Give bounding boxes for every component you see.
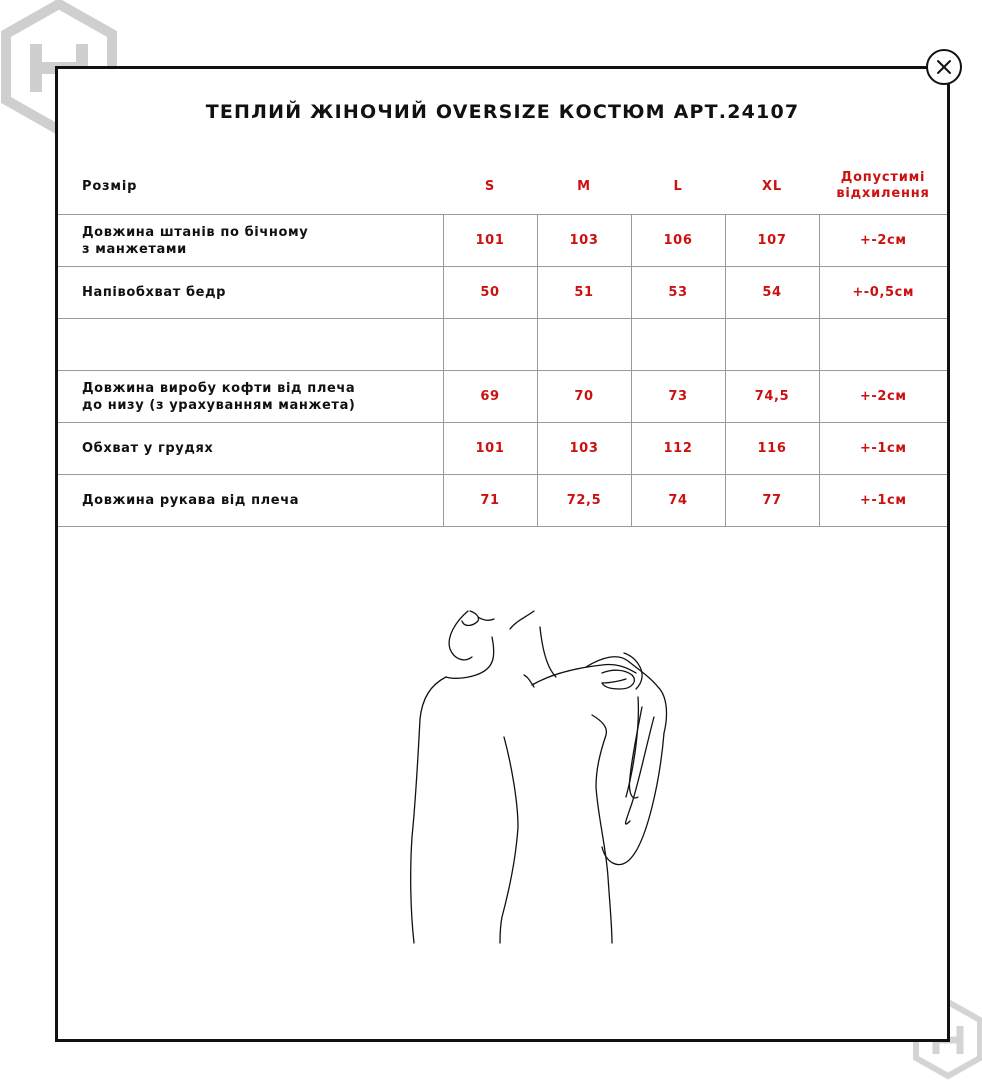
- table-cell: 77: [725, 475, 819, 527]
- table-cell: 116: [725, 423, 819, 475]
- header-tolerance-line: Допустимі: [840, 170, 926, 185]
- table-cell: 74,5: [725, 371, 819, 423]
- page-title: ТЕПЛИЙ ЖІНОЧИЙ OVERSIZE КОСТЮМ АРТ.24107: [205, 101, 800, 123]
- size-chart-modal: [55, 66, 950, 1042]
- tolerance-cell: +-2см: [819, 371, 947, 423]
- table-cell: 101: [443, 423, 537, 475]
- table-cell: 54: [725, 267, 819, 319]
- tolerance-cell: +-2см: [819, 215, 947, 267]
- row-label-line: Напівобхват бедр: [82, 285, 227, 300]
- tolerance-cell: +-1см: [819, 423, 947, 475]
- header-tolerance-line: відхилення: [836, 186, 930, 201]
- table-cell: 106: [631, 215, 725, 267]
- table-row: [58, 267, 947, 319]
- row-label-line: Довжина рукава від плеча: [82, 493, 300, 508]
- header-size: M: [537, 158, 631, 215]
- table-cell: [443, 319, 537, 371]
- header-size: L: [631, 158, 725, 215]
- tolerance-cell: [819, 319, 947, 371]
- header-tolerance: [819, 158, 947, 215]
- table-row: [58, 319, 947, 371]
- table-row: [58, 423, 947, 475]
- tolerance-cell: +-1см: [819, 475, 947, 527]
- table-cell: 103: [537, 423, 631, 475]
- row-label-line: Довжина виробу кофти від плеча: [82, 380, 356, 396]
- table-cell: 50: [443, 267, 537, 319]
- table-cell: 112: [631, 423, 725, 475]
- table-cell: 70: [537, 371, 631, 423]
- table-cell: [725, 319, 819, 371]
- table-cell: 101: [443, 215, 537, 267]
- row-label-line: з манжетами: [82, 241, 187, 257]
- close-icon: [935, 58, 953, 76]
- row-label: [58, 423, 443, 475]
- table-cell: 71: [443, 475, 537, 527]
- row-label-line: Довжина штанів по бічному: [82, 224, 309, 240]
- close-button[interactable]: [926, 49, 962, 85]
- table-cell: 74: [631, 475, 725, 527]
- header-size: XL: [725, 158, 819, 215]
- size-table: [58, 158, 947, 527]
- table-cell: 73: [631, 371, 725, 423]
- row-label-line: Обхват у грудях: [82, 441, 214, 456]
- row-label: [58, 319, 443, 371]
- header-param: Розмір: [58, 158, 443, 215]
- row-label: [58, 475, 443, 527]
- table-cell: [631, 319, 725, 371]
- table-cell: [537, 319, 631, 371]
- woman-line-art-icon: [406, 607, 696, 947]
- table-row: [58, 215, 947, 267]
- table-cell: 53: [631, 267, 725, 319]
- table-row: [58, 371, 947, 423]
- table-row: [58, 475, 947, 527]
- table-cell: 72,5: [537, 475, 631, 527]
- table-cell: 103: [537, 215, 631, 267]
- tolerance-cell: +-0,5см: [819, 267, 947, 319]
- row-label: [58, 215, 443, 267]
- table-header-row: [58, 158, 947, 215]
- header-size: S: [443, 158, 537, 215]
- row-label: [58, 371, 443, 423]
- table-cell: 107: [725, 215, 819, 267]
- row-label-line: до низу (з урахуванням манжета): [82, 397, 356, 413]
- row-label: [58, 267, 443, 319]
- table-cell: 69: [443, 371, 537, 423]
- table-cell: 51: [537, 267, 631, 319]
